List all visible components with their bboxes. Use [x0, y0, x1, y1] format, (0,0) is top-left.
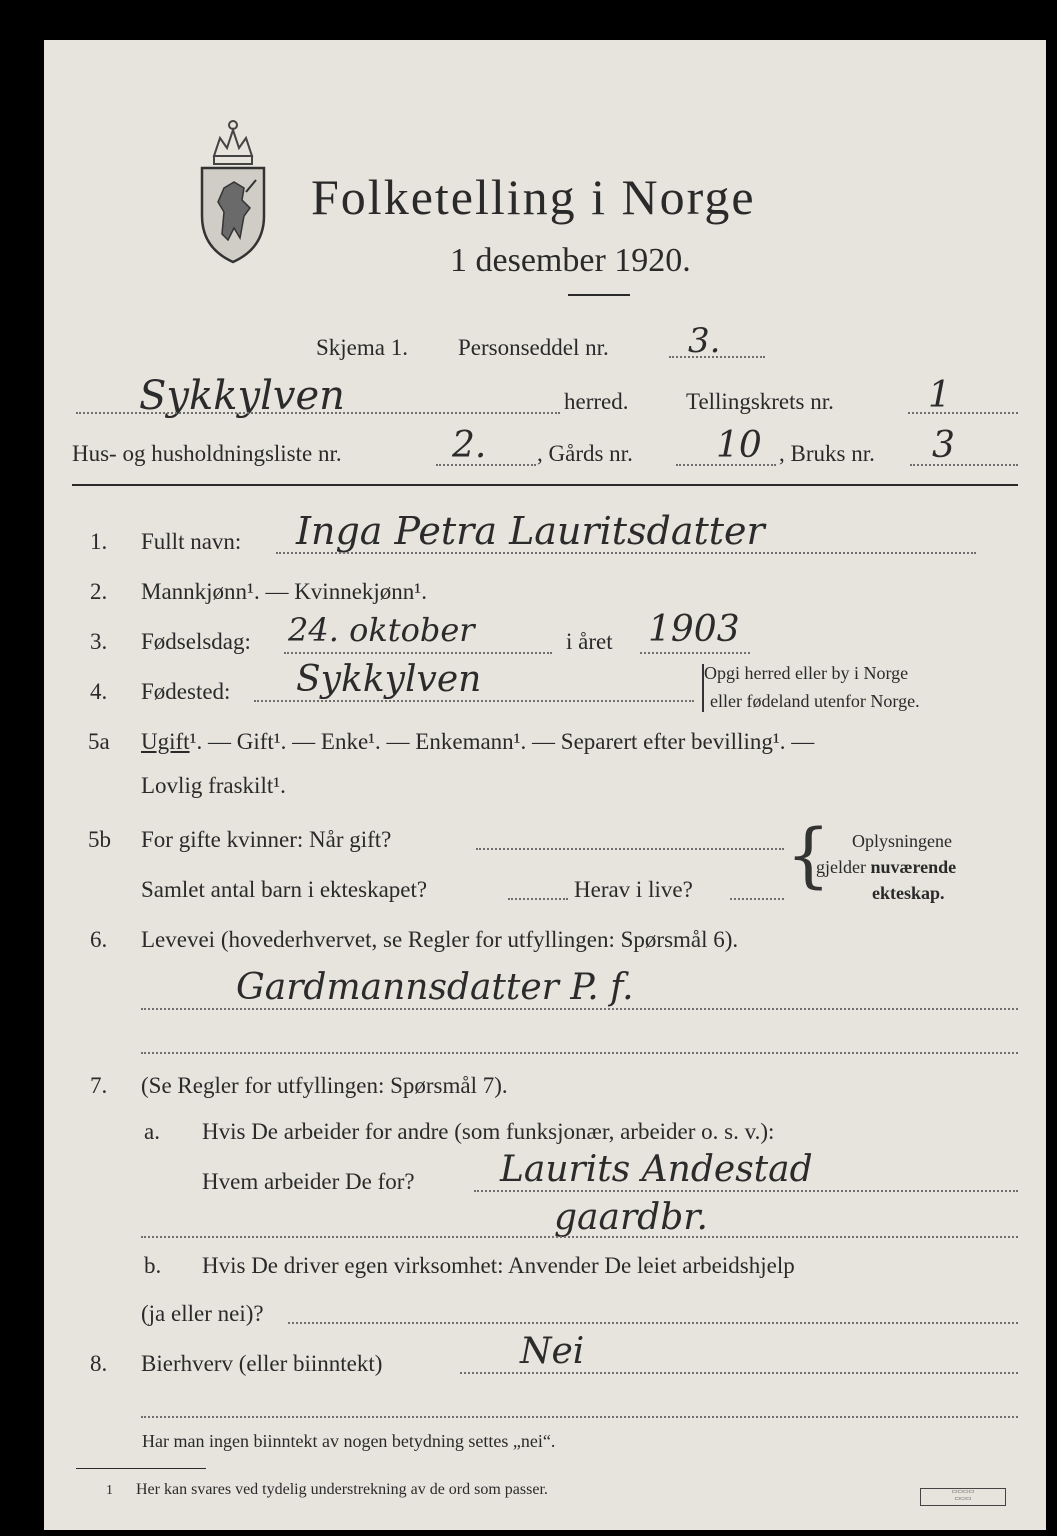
personseddel-value: 3. — [688, 321, 721, 361]
q8-label: Bierhverv (eller biinntekt) — [141, 1351, 383, 1376]
q5a-line2: Lovlig fraskilt¹. — [141, 773, 286, 798]
q7-number: 7. — [90, 1073, 108, 1098]
q4-label: Fødested: — [141, 679, 231, 704]
q1-full-name: Inga Petra Lauritsdatter — [296, 509, 765, 553]
footnote-mark: 1 — [106, 1483, 113, 1498]
q8-field-line2 — [141, 1416, 1018, 1418]
q5a-other-options: ¹. — Gift¹. — Enke¹. — Enkemann¹. — Separert efter bevilling¹. — — [189, 729, 815, 754]
q7a-line1: Hvis De arbeider for andre (som funksjonær, arbeider o. s. v.): — [202, 1119, 775, 1144]
q7a-employer-title: gaardbr. — [554, 1197, 708, 1238]
q3-number: 3. — [90, 629, 108, 654]
footer-note: Har man ingen biinntekt av nogen betydning settes „nei“. — [142, 1431, 556, 1451]
husliste-value: 2. — [452, 425, 487, 466]
tellingskrets-value: 1 — [928, 375, 951, 416]
q5b-children-field-line — [508, 898, 568, 900]
q5b-when-married: For gifte kvinner: Når gift? — [141, 827, 392, 852]
gards-value: 10 — [716, 425, 762, 466]
q6-field-line2 — [141, 1052, 1018, 1054]
census-form — [44, 40, 1046, 1530]
q3-birthday: 24. oktober — [288, 611, 475, 649]
section-divider — [72, 484, 1018, 486]
q5b-note-line3: ekteskap. — [872, 883, 945, 903]
footnote-text: Her kan svares ved tydelig understrekning av de ord som passer. — [136, 1481, 548, 1498]
footnote-rule — [76, 1468, 206, 1469]
q5b-alive-label: Herav i live? — [574, 877, 693, 902]
herred-label: herred. — [564, 389, 629, 414]
q8-number: 8. — [90, 1351, 108, 1376]
q4-birthplace: Sykkylven — [296, 659, 482, 700]
tellingskrets-field-line — [908, 412, 1018, 414]
herred-value: Sykkylven — [139, 373, 345, 419]
personseddel-field-line — [669, 356, 765, 358]
q1-field-line — [276, 552, 976, 554]
title-divider — [568, 294, 630, 296]
gards-field-line — [676, 464, 776, 466]
q5b-number: 5b — [88, 827, 111, 852]
q2-gender: Mannkjønn¹. — Kvinnekjønn¹. — [141, 579, 427, 604]
q7-label: (Se Regler for utfyllingen: Spørsmål 7). — [141, 1073, 508, 1098]
gards-label: , Gårds nr. — [537, 441, 633, 466]
bruks-label: , Bruks nr. — [779, 441, 875, 466]
q7a-employer-label: Hvem arbeider De for? — [202, 1169, 415, 1194]
q5b-note-line2b: nuværende — [870, 857, 957, 877]
q5a-ugift-underlined: Ugift — [141, 729, 190, 754]
husliste-field-line — [436, 464, 536, 466]
q6-occupation: Gardmannsdatter P. f. — [236, 967, 634, 1008]
q3-field-line — [284, 652, 552, 654]
q5b-married-field-line — [476, 848, 784, 850]
q7b-field-line — [288, 1322, 1018, 1324]
q1-label: Fullt navn: — [141, 529, 242, 554]
q8-value: Nei — [520, 1331, 585, 1372]
q4-note-line2: eller fødeland utenfor Norge. — [710, 691, 920, 711]
q3-birth-year: 1903 — [648, 609, 740, 650]
q7a-letter: a. — [144, 1119, 160, 1144]
q2-number: 2. — [90, 579, 108, 604]
q6-field-line1 — [141, 1008, 1018, 1010]
bruks-value: 3 — [932, 425, 955, 466]
q7a-field-line2 — [141, 1236, 1018, 1238]
census-date: 1 desember 1920. — [450, 242, 691, 279]
form-title: Folketelling i Norge — [311, 169, 756, 225]
tellingskrets-label: Tellingskrets nr. — [686, 389, 834, 414]
q5b-note-line1: Oplysningene — [852, 831, 952, 851]
q5b-note-brace: { — [786, 814, 831, 896]
q5b-children-label: Samlet antal barn i ekteskapet? — [141, 877, 428, 902]
q7b-line2: (ja eller nei)? — [141, 1301, 264, 1326]
q5b-note-line2a: gjelder — [816, 857, 871, 877]
q1-number: 1. — [90, 529, 108, 554]
q7b-letter: b. — [144, 1253, 162, 1278]
personseddel-label: Personseddel nr. — [458, 335, 609, 360]
q5a-number: 5a — [88, 729, 110, 754]
q4-number: 4. — [90, 679, 108, 704]
q3-year-field-line — [640, 652, 750, 654]
q4-field-line — [254, 700, 694, 702]
bruks-field-line — [910, 464, 1018, 466]
husliste-label: Hus- og husholdningsliste nr. — [72, 441, 342, 466]
q3-label: Fødselsdag: — [141, 629, 251, 654]
q7b-line1: Hvis De driver egen virksomhet: Anvender De leiet arbeidshjelp — [202, 1253, 795, 1278]
q5b-alive-field-line — [730, 898, 784, 900]
skjema-label: Skjema 1. — [316, 335, 408, 360]
q7a-field-line1 — [474, 1190, 1018, 1192]
q6-number: 6. — [90, 927, 108, 952]
q6-label: Levevei (hovederhvervet, se Regler for utfyllingen: Spørsmål 6). — [141, 927, 739, 952]
q5b-note-line2 — [816, 858, 956, 876]
q4-note-line1: Opgi herred eller by i Norge — [704, 663, 909, 683]
q7a-employer-name: Laurits Andestad — [500, 1149, 813, 1190]
q4-note-brace — [702, 664, 704, 712]
q8-field-line1 — [460, 1372, 1018, 1374]
q5a-marital-options — [141, 730, 814, 753]
q3-year-label: i året — [566, 629, 613, 654]
coat-of-arms-emblem — [194, 116, 272, 266]
herred-field-line — [76, 412, 560, 414]
printer-stamp: ▭▭▭▭ ▭▭▭ — [920, 1488, 1006, 1506]
